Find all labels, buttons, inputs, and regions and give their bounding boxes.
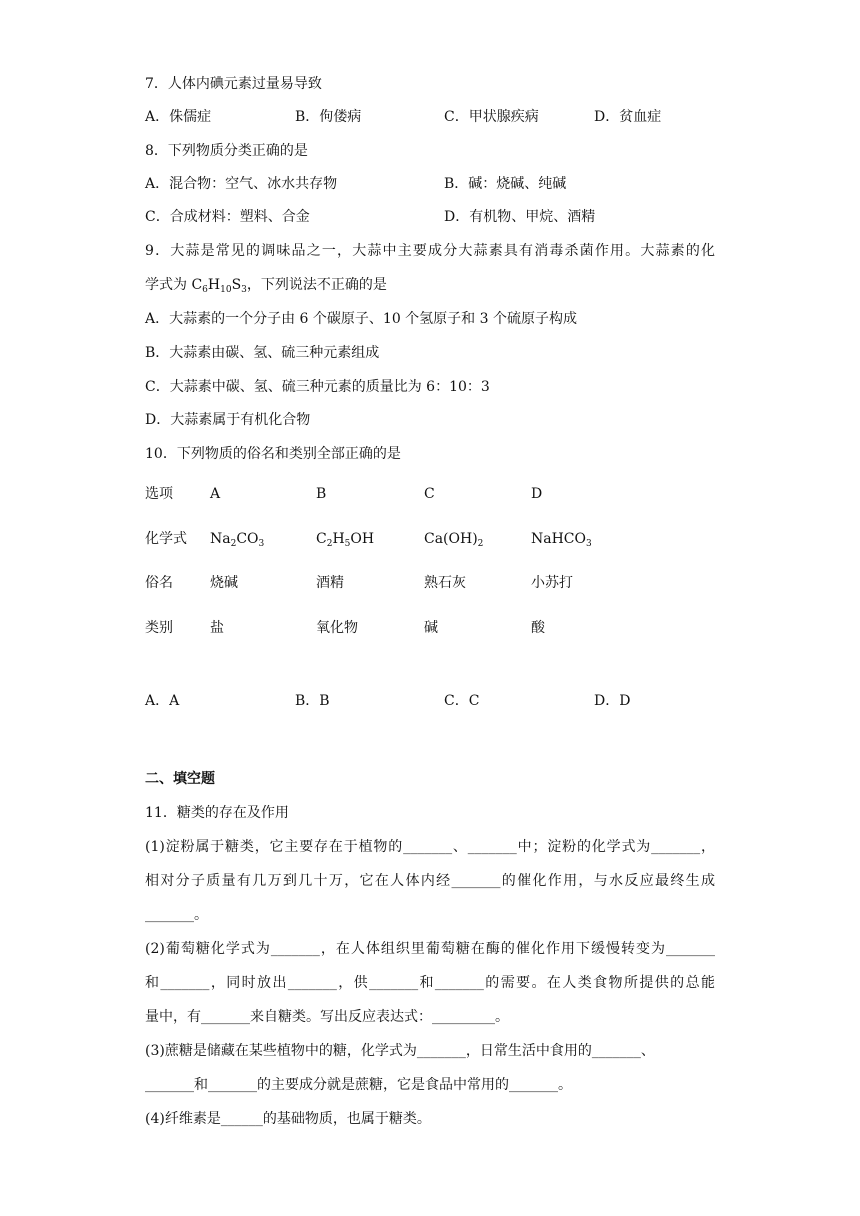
q10-stem: 10．下列物质的俗名和类别全部正确的是 <box>145 446 401 462</box>
q11-p1-line2: 相对分子质量有几万到几十万，它在人体内经_______的催化作用，与水反应最终生成 <box>145 873 715 889</box>
q10-answer-d: D．D <box>594 693 631 709</box>
table-cell: 盐 <box>210 620 224 636</box>
q11-p1-line1: (1)淀粉属于糖类，它主要存在于植物的_______、_______中；淀粉的化学式为_______， <box>145 839 715 855</box>
table-cell: 酸 <box>531 620 545 636</box>
section-heading: 二、填空题 <box>145 771 215 787</box>
table-cell-formula: $C_2H_5OH$ <box>316 531 375 549</box>
table-cell: 小苏打 <box>531 575 573 591</box>
q7-option-c: C．甲状腺疾病 <box>444 109 539 125</box>
table-cell: 碱 <box>424 620 438 636</box>
q8-option-a: A．混合物：空气、冰水共存物 <box>145 176 338 192</box>
q11-p3-line1: (3)蔗糖是储藏在某些植物中的糖，化学式为_______，日常生活中食用的_______、 <box>145 1043 655 1059</box>
q10-answer-c: C．C <box>444 693 480 709</box>
q11-p2-line2: 和_______，同时放出_______，供_______和_______的需要。在人类食物所提供的总能 <box>145 975 715 991</box>
q10-answer-a: A．A <box>145 693 180 709</box>
q9-option-d: D．大蒜素属于有机化合物 <box>145 412 311 428</box>
table-cell-formula: $Ca(OH)_2$ <box>424 531 484 549</box>
table-cell: 熟石灰 <box>424 575 466 591</box>
q8-option-d: D．有机物、甲烷、酒精 <box>444 209 596 225</box>
table-cell-formula: NaHCO$_3$ <box>531 531 592 549</box>
q9-option-b: B．大蒜素由碳、氢、硫三种元素组成 <box>145 345 380 361</box>
table-cell: C <box>424 486 435 502</box>
table-cell: D <box>531 486 543 502</box>
q11-p1-line3: _______。 <box>145 907 208 923</box>
q11-p2-line3: 量中，有_______来自糖类。写出反应表达式：_________。 <box>145 1009 509 1025</box>
table-row-label: 类别 <box>145 620 173 636</box>
table-cell: B <box>316 486 327 502</box>
table-cell: 氧化物 <box>316 620 358 636</box>
q7-option-b: B．佝偻病 <box>295 109 362 125</box>
q9-option-a: A．大蒜素的一个分子由 6 个碳原子、10 个氢原子和 3 个硫原子构成 <box>145 311 577 327</box>
q11-p2-line1: (2)葡萄糖化学式为_______，在人体组织里葡萄糖在酶的催化作用下缓慢转变为_______ <box>145 941 715 957</box>
q7-stem: 7．人体内碘元素过量易导致 <box>145 76 322 92</box>
q11-title: 11．糖类的存在及作用 <box>145 805 289 821</box>
q8-option-b: B．碱：烧碱、纯碱 <box>444 176 567 192</box>
table-row-label: 化学式 <box>145 531 187 547</box>
q11-p3-line2: _______和_______的主要成分就是蔗糖，它是食品中常用的_______。 <box>145 1077 572 1093</box>
table-cell-formula: $Na_2CO_3$ <box>210 531 265 549</box>
table-row-label: 俗名 <box>145 575 173 591</box>
q9-stem-line2: 学式为 $C_6H_{10}S_3$，下列说法不正确的是 <box>145 277 387 295</box>
table-cell: A <box>210 486 221 502</box>
q8-option-c: C．合成材料：塑料、合金 <box>145 209 310 225</box>
q10-answer-b: B．B <box>295 693 330 709</box>
q9-stem-line1: 9．大蒜是常见的调味品之一，大蒜中主要成分大蒜素具有消毒杀菌作用。大蒜素的化 <box>145 243 715 259</box>
q7-option-d: D．贫血症 <box>594 109 662 125</box>
q7-option-a: A．侏儒症 <box>145 109 212 125</box>
q11-p4-line1: (4)纤维素是______的基础物质，也属于糖类。 <box>145 1111 431 1127</box>
q9-option-c: C．大蒜素中碳、氢、硫三种元素的质量比为 6：10：3 <box>145 379 490 395</box>
table-cell: 酒精 <box>316 575 344 591</box>
table-row-label: 选项 <box>145 486 173 502</box>
q8-stem: 8．下列物质分类正确的是 <box>145 143 308 159</box>
table-cell: 烧碱 <box>210 575 238 591</box>
